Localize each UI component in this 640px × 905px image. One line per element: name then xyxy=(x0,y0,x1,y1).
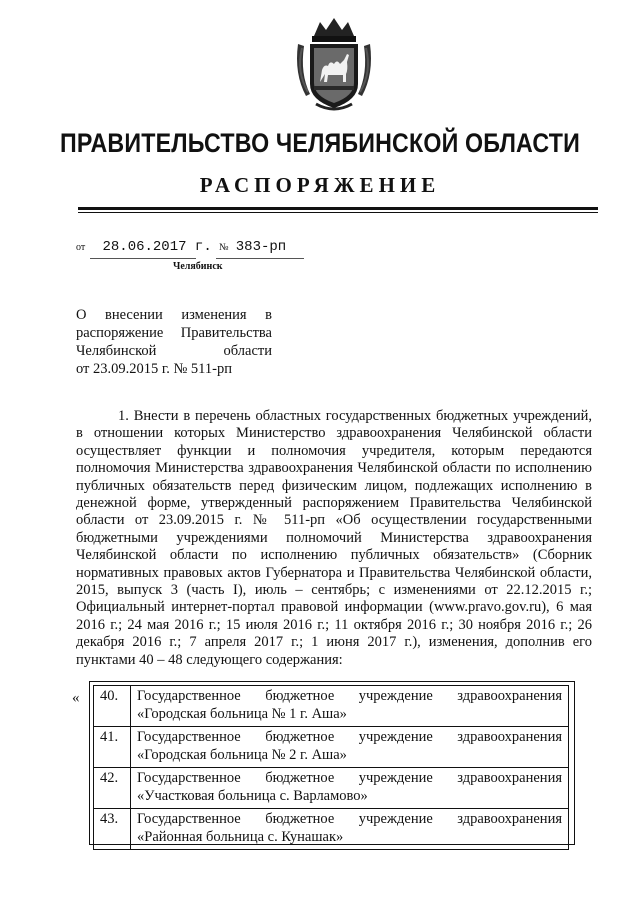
item-line: «Районная больница с. Кунашак» xyxy=(137,829,344,845)
item-line: «Городская больница № 2 г. Аша» xyxy=(137,747,347,763)
date-underline xyxy=(90,258,196,259)
subject-word: Правительства xyxy=(180,325,272,341)
item-line: Государственное бюджетное учреждение здравоохранения xyxy=(137,688,562,704)
body-paragraph: 1. Внести в перечень областных государственных бюджетных учреждений, в отношении которых Министерство здравоохранения Челябинской области осуществляет функции и полномочия учредителя, которым передаются полномочия Министерства здравоохранения Челябинской области по исполнению публичных обязательств перед физическим лицом, подлежащих исполнению в денежной форме, утвержденный распоряжением Правительства Челябинской области от 23.09.2015 г. № 511-рп «Об осуществлении государственными бюджетными учреждениями полномочий Министерства здравоохранения Челябинской области по исполнению публичных обязательств» (Сборник нормативных правовых актов Губернатора и Правительства Челябинской области, 2015, выпуск 3 (часть I), июль – сентябрь; с изменениями от 22.12.2015 г.; Официальный интернет-портал правовой информации (www.pravo.gov.ru), 6 мая 2016 г.; 24 мая 2016 г.; 15 июля 2016 г.; 11 октября 2016 г.; 30 ноября 2016 г.; 26 декабря 2016 г.; 7 апреля 2017 г.; 1 июня 2017 г.), изменения, дополнив его пунктами 40 – 48 следующего содержания: xyxy=(76,408,592,668)
subject-word: распоряжение xyxy=(76,325,164,341)
table-row xyxy=(94,686,569,727)
item-line: Государственное бюджетное учреждение здравоохранения xyxy=(137,729,562,745)
table-row xyxy=(94,768,569,809)
subject-word: О xyxy=(76,307,87,323)
subject-word: Челябинской xyxy=(76,343,157,359)
table-row xyxy=(94,809,569,850)
item-text xyxy=(131,809,569,850)
subject-reference: от 23.09.2015 г. № 511-рп xyxy=(76,361,232,377)
opening-quote: « xyxy=(72,690,80,706)
item-text xyxy=(131,727,569,768)
from-label: от xyxy=(76,242,86,253)
table-row xyxy=(94,727,569,768)
coat-of-arms-emblem xyxy=(292,14,376,114)
number-label: № xyxy=(218,242,229,253)
item-line: Государственное бюджетное учреждение здравоохранения xyxy=(137,811,562,827)
item-line: «Участковая больница с. Варламово» xyxy=(137,788,368,804)
item-line: Государственное бюджетное учреждение здравоохранения xyxy=(137,770,562,786)
subject-word: области xyxy=(223,343,272,359)
item-text xyxy=(131,768,569,809)
subject-word: внесении xyxy=(105,307,163,323)
document-meta xyxy=(76,238,286,255)
document-number: 383-рп xyxy=(235,239,287,255)
item-number: 43. xyxy=(94,809,131,850)
item-number: 42. xyxy=(94,768,131,809)
items-table xyxy=(93,685,569,850)
document-type: РАСПОРЯЖЕНИЕ xyxy=(199,173,441,197)
header-divider-thin xyxy=(78,212,598,213)
item-number: 41. xyxy=(94,727,131,768)
subject-word: в xyxy=(265,307,272,323)
item-number: 40. xyxy=(94,686,131,727)
item-text xyxy=(131,686,569,727)
subject-word: изменения xyxy=(181,307,247,323)
document-place: Челябинск xyxy=(173,261,223,272)
document-date: 28.06.2017 г. xyxy=(102,239,212,255)
document-subject xyxy=(76,306,272,378)
government-title: ПРАВИТЕЛЬСТВО ЧЕЛЯБИНСКОЙ ОБЛАСТИ xyxy=(59,128,580,158)
number-underline xyxy=(216,258,304,259)
header-divider xyxy=(78,207,598,210)
item-line: «Городская больница № 1 г. Аша» xyxy=(137,706,347,722)
